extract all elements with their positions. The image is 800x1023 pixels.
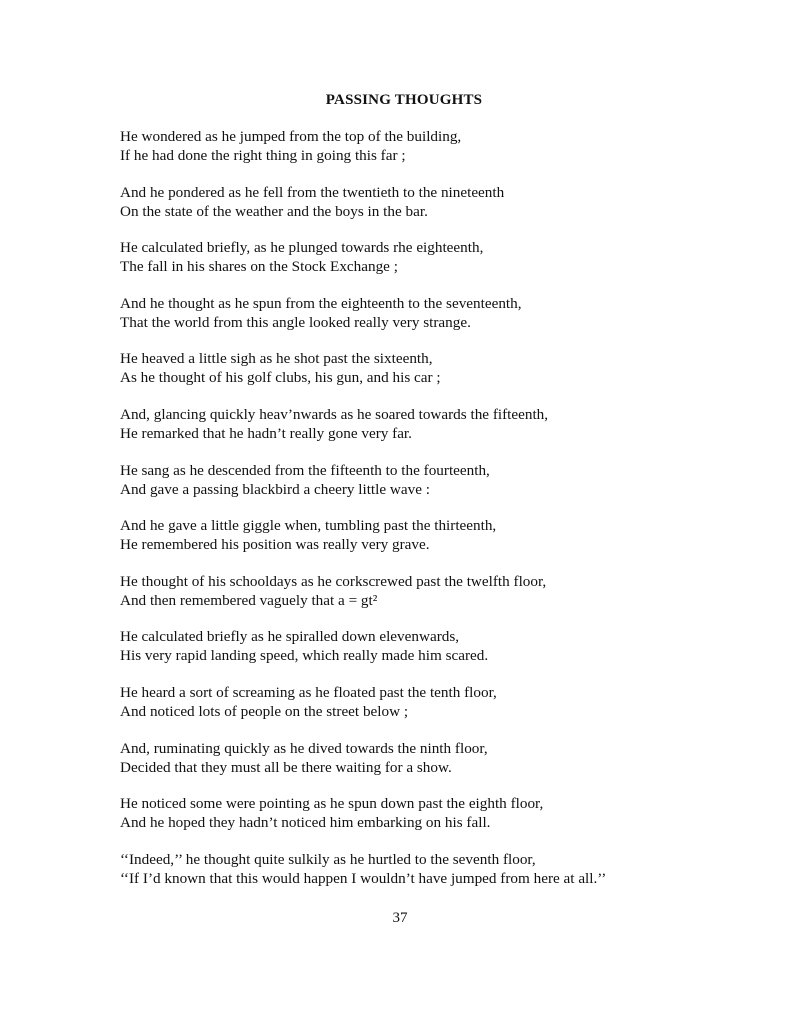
stanza: [120, 294, 760, 332]
poem-line: And he pondered as he fell from the twentieth to the nineteenth: [120, 183, 505, 201]
poem-line: He sang as he descended from the fifteenth to the fourteenth,: [120, 461, 490, 479]
stanza: [120, 794, 760, 832]
poem-line: He thought of his schooldays as he corkscrewed past the twelfth floor,: [120, 572, 547, 590]
poem-line: He heaved a little sigh as he shot past the sixteenth,: [120, 350, 433, 368]
poem-line: He heard a sort of screaming as he floated past the tenth floor,: [120, 683, 497, 701]
poem-line: The fall in his shares on the Stock Exchange ;: [120, 258, 398, 276]
poem-line: And, glancing quickly heav’nwards as he soared towards the fifteenth,: [120, 405, 549, 423]
poem-line: And he gave a little giggle when, tumbling past the thirteenth,: [120, 517, 497, 535]
poem-line: As he thought of his golf clubs, his gun, and his car ;: [120, 369, 441, 387]
poem-line: On the state of the weather and the boys in the bar.: [120, 202, 428, 220]
poem-line: He calculated briefly, as he plunged towards rhe eighteenth,: [120, 239, 484, 257]
stanza: [120, 627, 760, 665]
stanza: [120, 516, 760, 554]
stanza: [120, 572, 760, 610]
page-number: 37: [392, 910, 408, 926]
stanza: [120, 127, 760, 165]
stanza: [120, 183, 760, 221]
stanza: [120, 739, 760, 777]
stanza: [120, 405, 760, 443]
poem-line: And he hoped they hadn’t noticed him embarking on his fall.: [120, 814, 491, 832]
poem-line: ‘‘Indeed,’’ he thought quite sulkily as he hurtled to the seventh floor,: [120, 850, 536, 868]
poem-line: He remarked that he hadn’t really gone very far.: [120, 424, 412, 442]
poem-line: ‘‘If I’d known that this would happen I wouldn’t have jumped from here at all.’’: [120, 869, 607, 887]
poem-title: PASSING THOUGHTS: [325, 92, 483, 108]
poem-line: And, ruminating quickly as he dived towards the ninth floor,: [120, 739, 488, 757]
poem-line: His very rapid landing speed, which really made him scared.: [120, 647, 489, 665]
poem-line: And then remembered vaguely that a = gt²: [120, 591, 378, 609]
poem-line: And noticed lots of people on the street below ;: [120, 702, 409, 720]
poem-line: If he had done the right thing in going this far ;: [120, 147, 406, 164]
poem-line: That the world from this angle looked really very strange.: [120, 313, 471, 331]
stanza: [120, 683, 760, 721]
poem-line: And he thought as he spun from the eighteenth to the seventeenth,: [120, 294, 522, 312]
stanza: [120, 461, 760, 499]
poem-line: He remembered his position was really very grave.: [120, 536, 430, 554]
poem-line: Decided that they must all be there waiting for a show.: [120, 758, 452, 776]
poem-line: He noticed some were pointing as he spun down past the eighth floor,: [120, 795, 544, 813]
stanza: [120, 850, 760, 888]
poem-line: He calculated briefly as he spiralled down elevenwards,: [120, 628, 460, 646]
poem-body: [120, 127, 760, 905]
poem-line: He wondered as he jumped from the top of the building,: [120, 128, 462, 145]
stanza: [120, 238, 760, 276]
stanza: [120, 349, 760, 387]
poem-line: And gave a passing blackbird a cheery little wave :: [120, 480, 430, 498]
